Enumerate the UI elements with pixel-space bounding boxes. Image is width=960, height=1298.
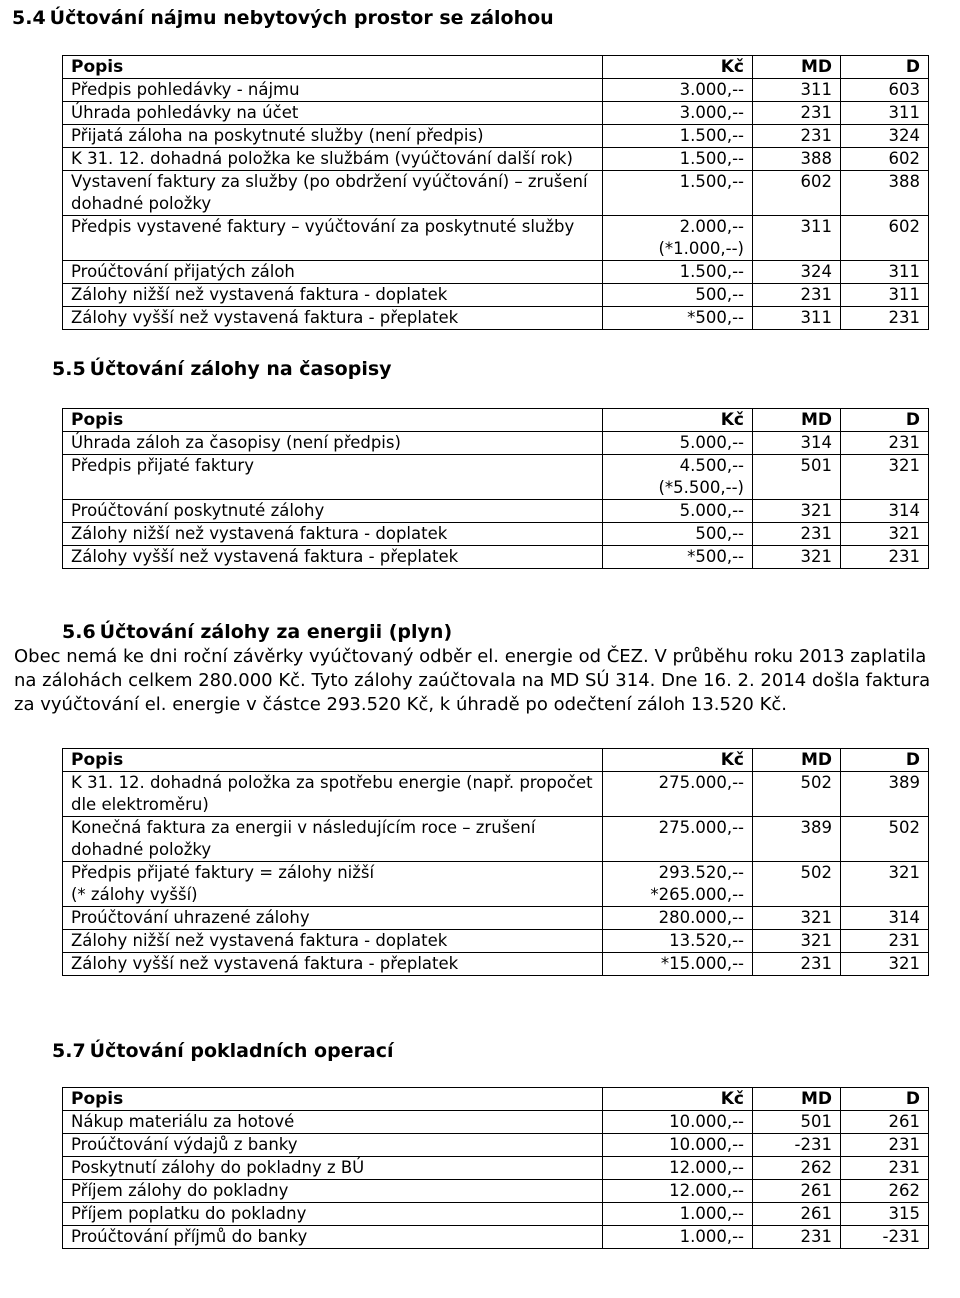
- cell-popis: Příjem zálohy do pokladny: [63, 1180, 603, 1203]
- cell-md: [753, 930, 841, 953]
- cell-md: [753, 307, 841, 330]
- md-value: 231: [800, 954, 832, 973]
- table-row: [63, 817, 929, 862]
- cell-md: [753, 148, 841, 171]
- section-number: 5.4: [12, 7, 46, 29]
- md-value: 501: [800, 456, 832, 475]
- cell-kc: [603, 455, 753, 500]
- cell-popis: Přijatá záloha na poskytnuté služby (není předpis): [63, 125, 603, 148]
- md-value: 262: [800, 1158, 832, 1177]
- column-header-kc: Kč: [603, 409, 753, 432]
- cell-d: [841, 148, 929, 171]
- md-value: 321: [800, 501, 832, 520]
- d-value: 231: [888, 308, 920, 327]
- d-value: 311: [888, 103, 920, 122]
- table-row: [63, 930, 929, 953]
- section-title: Účtování pokladních operací: [89, 1040, 394, 1062]
- kc-value: 10.000,--: [669, 1135, 744, 1154]
- table-header-row: [63, 1088, 929, 1111]
- table-row: [63, 1203, 929, 1226]
- cell-kc: [603, 216, 753, 261]
- cell-d: [841, 79, 929, 102]
- kc-value: *500,--: [687, 308, 744, 327]
- kc-value: 1.500,--: [679, 126, 744, 145]
- cell-kc: [603, 546, 753, 569]
- kc-value: 5.000,--: [679, 433, 744, 452]
- cell-popis: Nákup materiálu za hotové: [63, 1111, 603, 1134]
- cell-kc: [603, 125, 753, 148]
- section-number: 5.5: [52, 358, 86, 380]
- md-value: 261: [800, 1204, 832, 1223]
- cell-popis: Zálohy nižší než vystavená faktura - doplatek: [63, 930, 603, 953]
- d-value: 603: [888, 80, 920, 99]
- section-heading-5-7: [52, 1040, 394, 1062]
- cell-d: [841, 817, 929, 862]
- table-row: [63, 432, 929, 455]
- cell-kc: [603, 1134, 753, 1157]
- cell-md: [753, 546, 841, 569]
- d-value: 315: [888, 1204, 920, 1223]
- cell-md: [753, 216, 841, 261]
- cell-md: [753, 284, 841, 307]
- d-value: 602: [888, 217, 920, 236]
- kc-value: (*5.500,--): [658, 478, 744, 497]
- section-paragraph: Obec nemá ke dni roční závěrky vyúčtovaný odběr el. energie od ČEZ. V průběhu roku 2013 zaplatila na zálohách celkem 280.000 Kč. Tyto zálohy zaúčtovala na MD SÚ 314. Dne 16. 2. 2014 došla faktura za vyúčtování el. energie v částce 293.520 Kč, k úhradě po odečtení záloh 13.520 Kč.: [14, 646, 931, 715]
- column-header-md: MD: [753, 1088, 841, 1111]
- d-value: 314: [888, 501, 920, 520]
- kc-value: 1.000,--: [679, 1227, 744, 1246]
- column-header-md: MD: [753, 409, 841, 432]
- cell-d: [841, 102, 929, 125]
- d-value: 324: [888, 126, 920, 145]
- column-header-d: D: [841, 749, 929, 772]
- cell-d: [841, 930, 929, 953]
- cell-md: [753, 171, 841, 216]
- cell-md: [753, 1157, 841, 1180]
- cell-md: [753, 1226, 841, 1249]
- kc-value: 3.000,--: [679, 103, 744, 122]
- cell-popis: Poskytnutí zálohy do pokladny z BÚ: [63, 1157, 603, 1180]
- cell-d: [841, 862, 929, 907]
- md-value: 231: [800, 126, 832, 145]
- d-value: 231: [888, 547, 920, 566]
- cell-d: [841, 523, 929, 546]
- md-value: 501: [800, 1112, 832, 1131]
- section-heading-5-6: [62, 621, 452, 643]
- table-row: [63, 125, 929, 148]
- table-5-5: [62, 408, 929, 569]
- kc-value: 1.500,--: [679, 172, 744, 191]
- cell-d: [841, 284, 929, 307]
- column-header-popis: Popis: [63, 56, 603, 79]
- cell-d: [841, 455, 929, 500]
- kc-value: 12.000,--: [669, 1158, 744, 1177]
- cell-popis: K 31. 12. dohadná položka ke službám (vyúčtování další rok): [63, 148, 603, 171]
- d-value: 311: [888, 262, 920, 281]
- md-value: 321: [800, 908, 832, 927]
- md-value: 502: [800, 773, 832, 792]
- section-number: 5.6: [62, 621, 96, 643]
- cell-d: [841, 772, 929, 817]
- column-header-popis: Popis: [63, 1088, 603, 1111]
- cell-md: [753, 102, 841, 125]
- cell-d: [841, 953, 929, 976]
- d-value: 321: [888, 456, 920, 475]
- kc-value: 275.000,--: [658, 773, 744, 792]
- table-row: [63, 1226, 929, 1249]
- cell-kc: [603, 79, 753, 102]
- d-value: 388: [888, 172, 920, 191]
- table-row: [63, 907, 929, 930]
- kc-value: 293.520,--: [658, 863, 744, 882]
- cell-d: [841, 1226, 929, 1249]
- kc-value: *15.000,--: [660, 954, 744, 973]
- table-header-row: [63, 749, 929, 772]
- table-row: [63, 953, 929, 976]
- column-header-md: MD: [753, 749, 841, 772]
- cell-d: [841, 125, 929, 148]
- table-row: [63, 1134, 929, 1157]
- cell-md: [753, 817, 841, 862]
- d-value: 321: [888, 954, 920, 973]
- d-value: 602: [888, 149, 920, 168]
- d-value: -231: [882, 1227, 920, 1246]
- d-value: 231: [888, 433, 920, 452]
- md-value: 314: [800, 433, 832, 452]
- cell-md: [753, 79, 841, 102]
- d-value: 231: [888, 931, 920, 950]
- cell-md: [753, 1203, 841, 1226]
- table-row: [63, 772, 929, 817]
- cell-kc: [603, 500, 753, 523]
- cell-d: [841, 261, 929, 284]
- md-value: 321: [800, 547, 832, 566]
- table-row: [63, 307, 929, 330]
- cell-d: [841, 1111, 929, 1134]
- kc-value: 280.000,--: [658, 908, 744, 927]
- cell-popis: Zálohy vyšší než vystavená faktura - přeplatek: [63, 307, 603, 330]
- table-row: [63, 216, 929, 261]
- cell-d: [841, 1203, 929, 1226]
- cell-md: [753, 500, 841, 523]
- cell-popis: Úhrada pohledávky na účet: [63, 102, 603, 125]
- d-value: 321: [888, 863, 920, 882]
- table-5-4: [62, 55, 929, 330]
- cell-d: [841, 307, 929, 330]
- md-value: 502: [800, 863, 832, 882]
- kc-value: 1.000,--: [679, 1204, 744, 1223]
- cell-kc: [603, 1226, 753, 1249]
- cell-d: [841, 432, 929, 455]
- kc-value: 500,--: [695, 524, 744, 543]
- section-heading-5-4: [12, 7, 554, 29]
- table-row: [63, 1157, 929, 1180]
- md-value: 231: [800, 1227, 832, 1246]
- cell-d: [841, 216, 929, 261]
- md-value: 261: [800, 1181, 832, 1200]
- md-value: 389: [800, 818, 832, 837]
- kc-value: 275.000,--: [658, 818, 744, 837]
- cell-popis: Zálohy nižší než vystavená faktura - doplatek: [63, 284, 603, 307]
- md-value: 231: [800, 285, 832, 304]
- cell-popis: Předpis přijaté faktury = zálohy nižší (* zálohy vyšší): [63, 862, 603, 907]
- table-row: [63, 284, 929, 307]
- table-row: [63, 862, 929, 907]
- column-header-popis: Popis: [63, 749, 603, 772]
- cell-md: [753, 455, 841, 500]
- d-value: 321: [888, 524, 920, 543]
- cell-popis: Proúčtování poskytnuté zálohy: [63, 500, 603, 523]
- kc-value: 13.520,--: [669, 931, 744, 950]
- cell-kc: [603, 523, 753, 546]
- cell-kc: [603, 307, 753, 330]
- column-header-d: D: [841, 409, 929, 432]
- md-value: 231: [800, 524, 832, 543]
- cell-kc: [603, 817, 753, 862]
- cell-popis: Předpis pohledávky - nájmu: [63, 79, 603, 102]
- cell-kc: [603, 284, 753, 307]
- cell-md: [753, 523, 841, 546]
- table-row: [63, 171, 929, 216]
- table-row: [63, 500, 929, 523]
- column-header-kc: Kč: [603, 749, 753, 772]
- cell-popis: Zálohy vyšší než vystavená faktura - přeplatek: [63, 953, 603, 976]
- cell-popis: Konečná faktura za energii v následujícím roce – zrušení dohadné položky: [63, 817, 603, 862]
- cell-kc: [603, 930, 753, 953]
- md-value: 324: [800, 262, 832, 281]
- cell-kc: [603, 148, 753, 171]
- cell-popis: Proúčtování přijatých záloh: [63, 261, 603, 284]
- cell-md: [753, 1180, 841, 1203]
- d-value: 231: [888, 1158, 920, 1177]
- cell-md: [753, 953, 841, 976]
- section-title: Účtování nájmu nebytových prostor se zálohou: [49, 7, 554, 29]
- table-row: [63, 455, 929, 500]
- column-header-d: D: [841, 56, 929, 79]
- md-value: 388: [800, 149, 832, 168]
- cell-kc: [603, 1180, 753, 1203]
- cell-md: [753, 261, 841, 284]
- d-value: 311: [888, 285, 920, 304]
- table-header-row: [63, 409, 929, 432]
- d-value: 389: [888, 773, 920, 792]
- cell-md: [753, 862, 841, 907]
- cell-kc: [603, 102, 753, 125]
- cell-d: [841, 1157, 929, 1180]
- cell-md: [753, 1134, 841, 1157]
- cell-d: [841, 1134, 929, 1157]
- kc-value: *500,--: [687, 547, 744, 566]
- cell-popis: Příjem poplatku do pokladny: [63, 1203, 603, 1226]
- kc-value: 2.000,--: [679, 217, 744, 236]
- cell-md: [753, 125, 841, 148]
- d-value: 262: [888, 1181, 920, 1200]
- column-header-d: D: [841, 1088, 929, 1111]
- column-header-popis: Popis: [63, 409, 603, 432]
- md-value: 311: [800, 217, 832, 236]
- cell-kc: [603, 261, 753, 284]
- md-value: -231: [794, 1135, 832, 1154]
- cell-kc: [603, 772, 753, 817]
- column-header-kc: Kč: [603, 1088, 753, 1111]
- kc-value: 10.000,--: [669, 1112, 744, 1131]
- table-row: [63, 1180, 929, 1203]
- table-row: [63, 523, 929, 546]
- cell-md: [753, 907, 841, 930]
- kc-value: 500,--: [695, 285, 744, 304]
- column-header-kc: Kč: [603, 56, 753, 79]
- cell-popis: Zálohy vyšší než vystavená faktura - přeplatek: [63, 546, 603, 569]
- table-5-6: [62, 748, 929, 976]
- cell-d: [841, 1180, 929, 1203]
- kc-value: 12.000,--: [669, 1181, 744, 1200]
- table-5-7: [62, 1087, 929, 1249]
- section-title: Účtování zálohy na časopisy: [89, 358, 392, 380]
- cell-kc: [603, 862, 753, 907]
- d-value: 502: [888, 818, 920, 837]
- cell-popis: Proúčtování uhrazené zálohy: [63, 907, 603, 930]
- md-value: 311: [800, 308, 832, 327]
- md-value: 231: [800, 103, 832, 122]
- kc-value: 1.500,--: [679, 149, 744, 168]
- kc-value: (*1.000,--): [658, 239, 744, 258]
- kc-value: 3.000,--: [679, 80, 744, 99]
- md-value: 602: [800, 172, 832, 191]
- cell-popis: K 31. 12. dohadná položka za spotřebu energie (např. propočet dle elektroměru): [63, 772, 603, 817]
- table-row: [63, 148, 929, 171]
- cell-kc: [603, 907, 753, 930]
- section-number: 5.7: [52, 1040, 86, 1062]
- cell-md: [753, 772, 841, 817]
- cell-popis: Předpis vystavené faktury – vyúčtování za poskytnuté služby: [63, 216, 603, 261]
- kc-value: 5.000,--: [679, 501, 744, 520]
- kc-value: 1.500,--: [679, 262, 744, 281]
- table-row: [63, 1111, 929, 1134]
- d-value: 231: [888, 1135, 920, 1154]
- md-value: 321: [800, 931, 832, 950]
- cell-kc: [603, 1111, 753, 1134]
- table-row: [63, 102, 929, 125]
- d-value: 314: [888, 908, 920, 927]
- cell-md: [753, 1111, 841, 1134]
- cell-kc: [603, 1203, 753, 1226]
- table-row: [63, 79, 929, 102]
- cell-popis: Vystavení faktury za služby (po obdržení vyúčtování) – zrušení dohadné položky: [63, 171, 603, 216]
- section-heading-5-5: [52, 358, 392, 380]
- d-value: 261: [888, 1112, 920, 1131]
- kc-value: *265.000,--: [650, 885, 744, 904]
- cell-d: [841, 907, 929, 930]
- cell-kc: [603, 171, 753, 216]
- table-header-row: [63, 56, 929, 79]
- cell-popis: Proúčtování výdajů z banky: [63, 1134, 603, 1157]
- cell-popis: Předpis přijaté faktury: [63, 455, 603, 500]
- cell-kc: [603, 1157, 753, 1180]
- cell-kc: [603, 953, 753, 976]
- cell-popis: Proúčtování příjmů do banky: [63, 1226, 603, 1249]
- cell-popis: Zálohy nižší než vystavená faktura - doplatek: [63, 523, 603, 546]
- cell-popis: Úhrada záloh za časopisy (není předpis): [63, 432, 603, 455]
- cell-md: [753, 432, 841, 455]
- cell-d: [841, 546, 929, 569]
- table-row: [63, 546, 929, 569]
- section-title: Účtování zálohy za energii (plyn): [99, 621, 453, 643]
- md-value: 311: [800, 80, 832, 99]
- column-header-md: MD: [753, 56, 841, 79]
- kc-value: 4.500,--: [679, 456, 744, 475]
- table-row: [63, 261, 929, 284]
- cell-d: [841, 171, 929, 216]
- cell-d: [841, 500, 929, 523]
- cell-kc: [603, 432, 753, 455]
